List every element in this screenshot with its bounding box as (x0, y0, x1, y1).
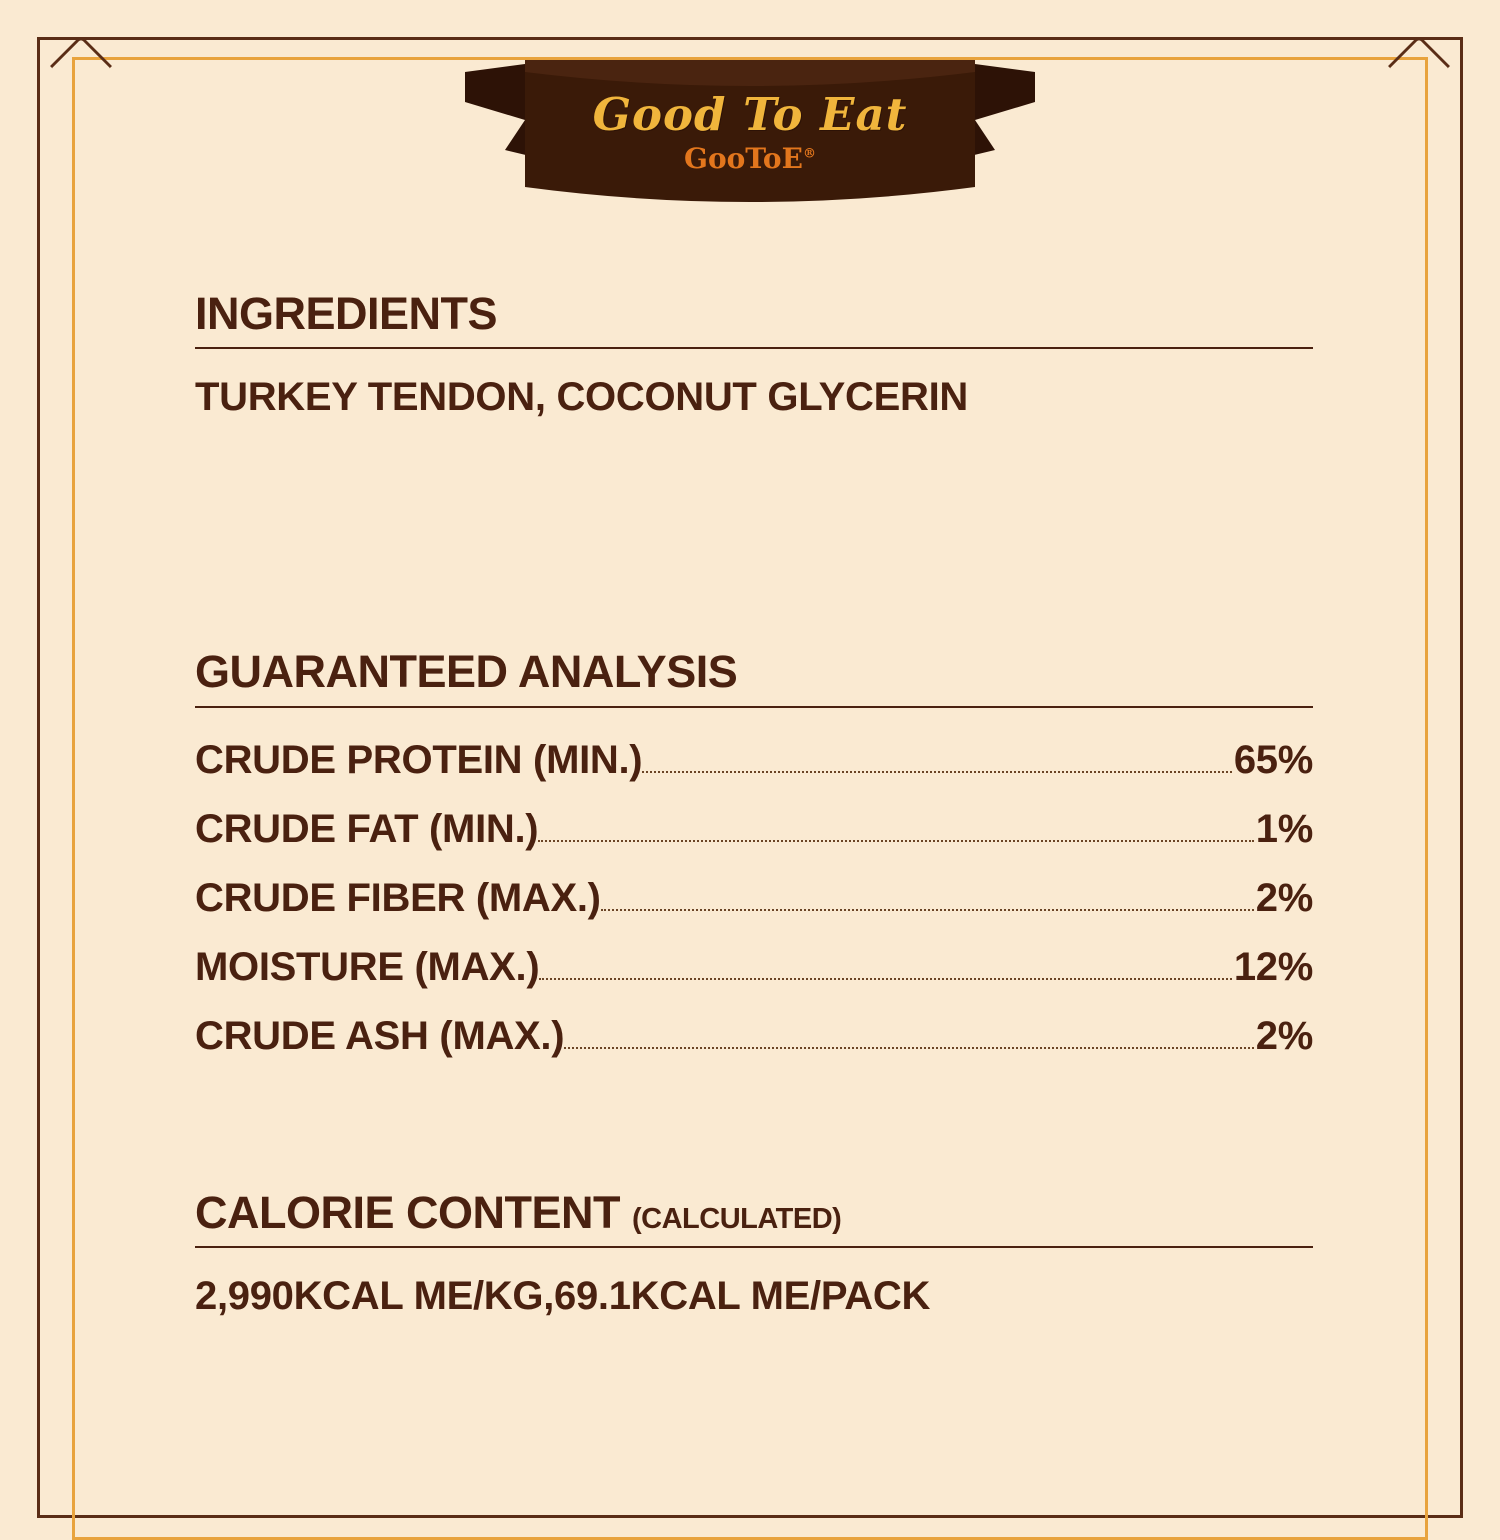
spacer-one (195, 420, 1313, 648)
nutrient-value: 2% (1255, 1013, 1313, 1058)
ingredients-section (195, 290, 1313, 420)
nutrient-label: CRUDE PROTEIN (MIN.) (195, 737, 643, 782)
table-row (195, 783, 1313, 852)
calorie-content-heading (195, 1186, 1313, 1248)
leader-dots (538, 839, 1253, 842)
calorie-content-text: 2,990KCAL ME/KG,69.1KCAL ME/PACK (195, 1273, 931, 1318)
leader-dots (539, 977, 1231, 980)
brand-name: GooToE (684, 142, 803, 175)
nutrient-value: 12% (1233, 944, 1313, 989)
nutrient-value: 65% (1233, 737, 1313, 782)
ingredients-text: TURKEY TENDON, COCONUT GLYCERIN (195, 375, 968, 420)
table-row (195, 990, 1313, 1059)
leader-dots (642, 770, 1232, 773)
brand-logo-text (465, 142, 1035, 175)
leader-dots (601, 908, 1254, 911)
brand-banner (465, 42, 1035, 202)
guaranteed-analysis-section (195, 648, 1313, 1058)
guaranteed-analysis-list (195, 708, 1313, 1059)
spacer-two (195, 1059, 1313, 1189)
label-content (195, 290, 1313, 1319)
registered-trademark-icon: ® (802, 146, 816, 162)
guaranteed-analysis-heading: GUARANTEED ANALYSIS (195, 648, 1313, 707)
nutrient-value: 1% (1255, 806, 1313, 851)
calorie-content-heading-note: (CALCULATED) (632, 1202, 842, 1235)
nutrient-label: CRUDE FAT (MIN.) (195, 806, 539, 851)
table-row (195, 852, 1313, 921)
nutrient-label: CRUDE FIBER (MAX.) (195, 875, 601, 920)
nutrient-label: CRUDE ASH (MAX.) (195, 1013, 565, 1058)
calorie-content-section (195, 1186, 1313, 1319)
nutrient-value: 2% (1255, 875, 1313, 920)
leader-dots (564, 1046, 1254, 1049)
ingredients-heading: INGREDIENTS (195, 290, 1313, 349)
table-row (195, 714, 1313, 783)
banner-title: Good To Eat (592, 88, 908, 141)
nutrient-label: MOISTURE (MAX.) (195, 944, 540, 989)
table-row (195, 921, 1313, 990)
calorie-content-heading-main: CALORIE CONTENT (195, 1186, 620, 1238)
